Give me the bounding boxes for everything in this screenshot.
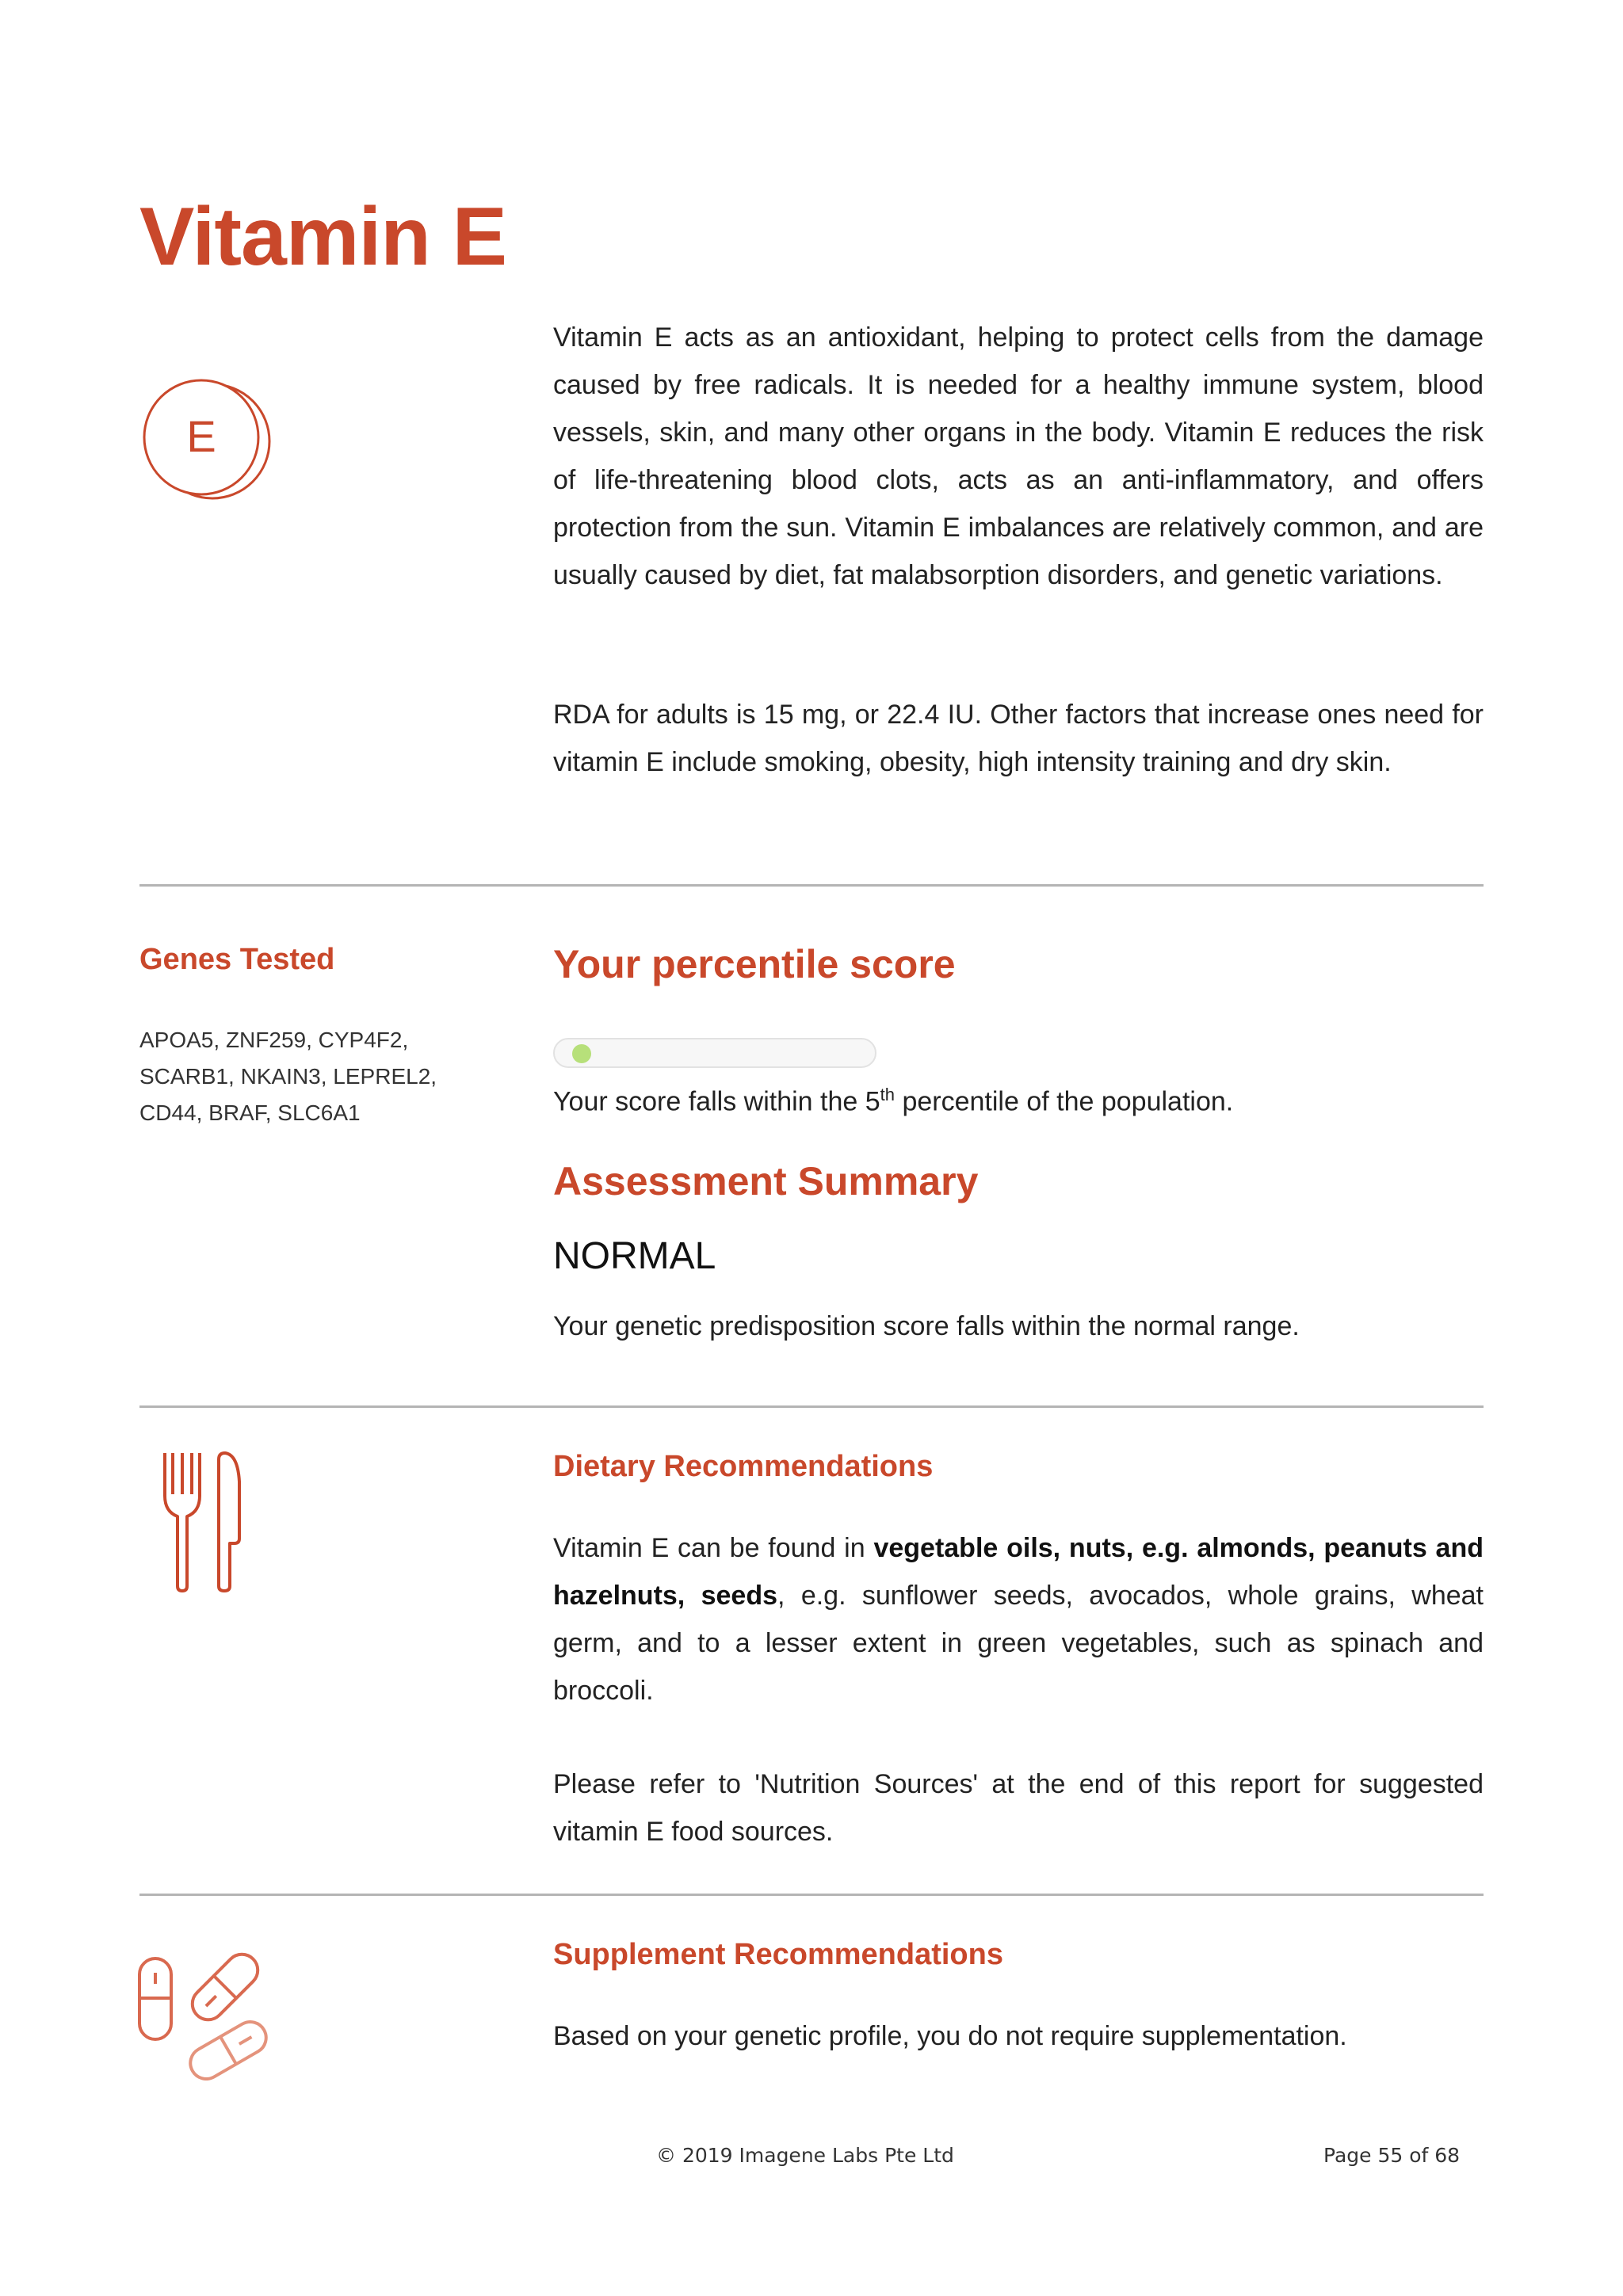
cutlery-icon xyxy=(162,1450,249,1592)
assessment-result: NORMAL xyxy=(553,1235,716,1277)
supplement-text: Based on your genetic profile, you do not require supplementation. xyxy=(553,2021,1347,2051)
dietary-paragraph-1: Vitamin E can be found in vegetable oils, nuts, e.g. almonds, peanuts and hazelnuts, seeds, e.g. sunflower seeds, avocados, whole grains, wheat germ, and to a lesser extent in green vegetables, such as spinach and broccoli. xyxy=(553,1533,1484,1706)
genes-tested-list: APOA5, ZNF259, CYP4F2, SCARB1, NKAIN3, LEPREL2, CD44, BRAF, SLC6A1 xyxy=(139,1028,437,1125)
dietary-recommendations-heading: Dietary Recommendations xyxy=(553,1450,934,1483)
genes-tested-heading: Genes Tested xyxy=(139,943,335,976)
percentile-indicator xyxy=(572,1044,591,1063)
vitamin-e-badge-icon xyxy=(139,376,274,505)
percentile-score-bar xyxy=(553,1038,876,1068)
section-divider xyxy=(139,884,1484,887)
footer-copyright: © 2019 Imagene Labs Pte Ltd xyxy=(656,2144,954,2167)
pills-icon xyxy=(136,1941,276,2081)
dietary-paragraph-2: Please refer to 'Nutrition Sources' at the end of this report for suggested vitamin E food sources. xyxy=(553,1769,1484,1847)
percentile-score-text: Your score falls within the 5th percentile of the population. xyxy=(553,1085,1234,1117)
section-divider xyxy=(139,1405,1484,1408)
assessment-summary-heading: Assessment Summary xyxy=(553,1159,979,1203)
percentile-score-heading: Your percentile score xyxy=(553,942,956,986)
assessment-text: Your genetic predisposition score falls within the normal range. xyxy=(553,1311,1300,1341)
intro-paragraph-1: Vitamin E acts as an antioxidant, helping to protect cells from the damage caused by free radicals. It is needed for a healthy immune system, blood vessels, skin, and many other organs in the body. Vitamin E reduces the risk of life-threatening blood clots, acts as an anti-inflammatory, and offers protection from the sun. Vitamin E imbalances are relatively common, and are usually caused by diet, fat malabsorption disorders, and genetic variations. xyxy=(553,322,1484,590)
intro-paragraph-2: RDA for adults is 15 mg, or 22.4 IU. Other factors that increase ones need for vitamin E include smoking, obesity, high intensity training and dry skin. xyxy=(553,700,1484,777)
footer-page-number: Page 55 of 68 xyxy=(1323,2144,1461,2167)
section-divider xyxy=(139,1894,1484,1896)
page-title: Vitamin E xyxy=(139,191,507,283)
supplement-recommendations-heading: Supplement Recommendations xyxy=(553,1938,1003,1971)
badge-letter: E xyxy=(186,411,216,461)
